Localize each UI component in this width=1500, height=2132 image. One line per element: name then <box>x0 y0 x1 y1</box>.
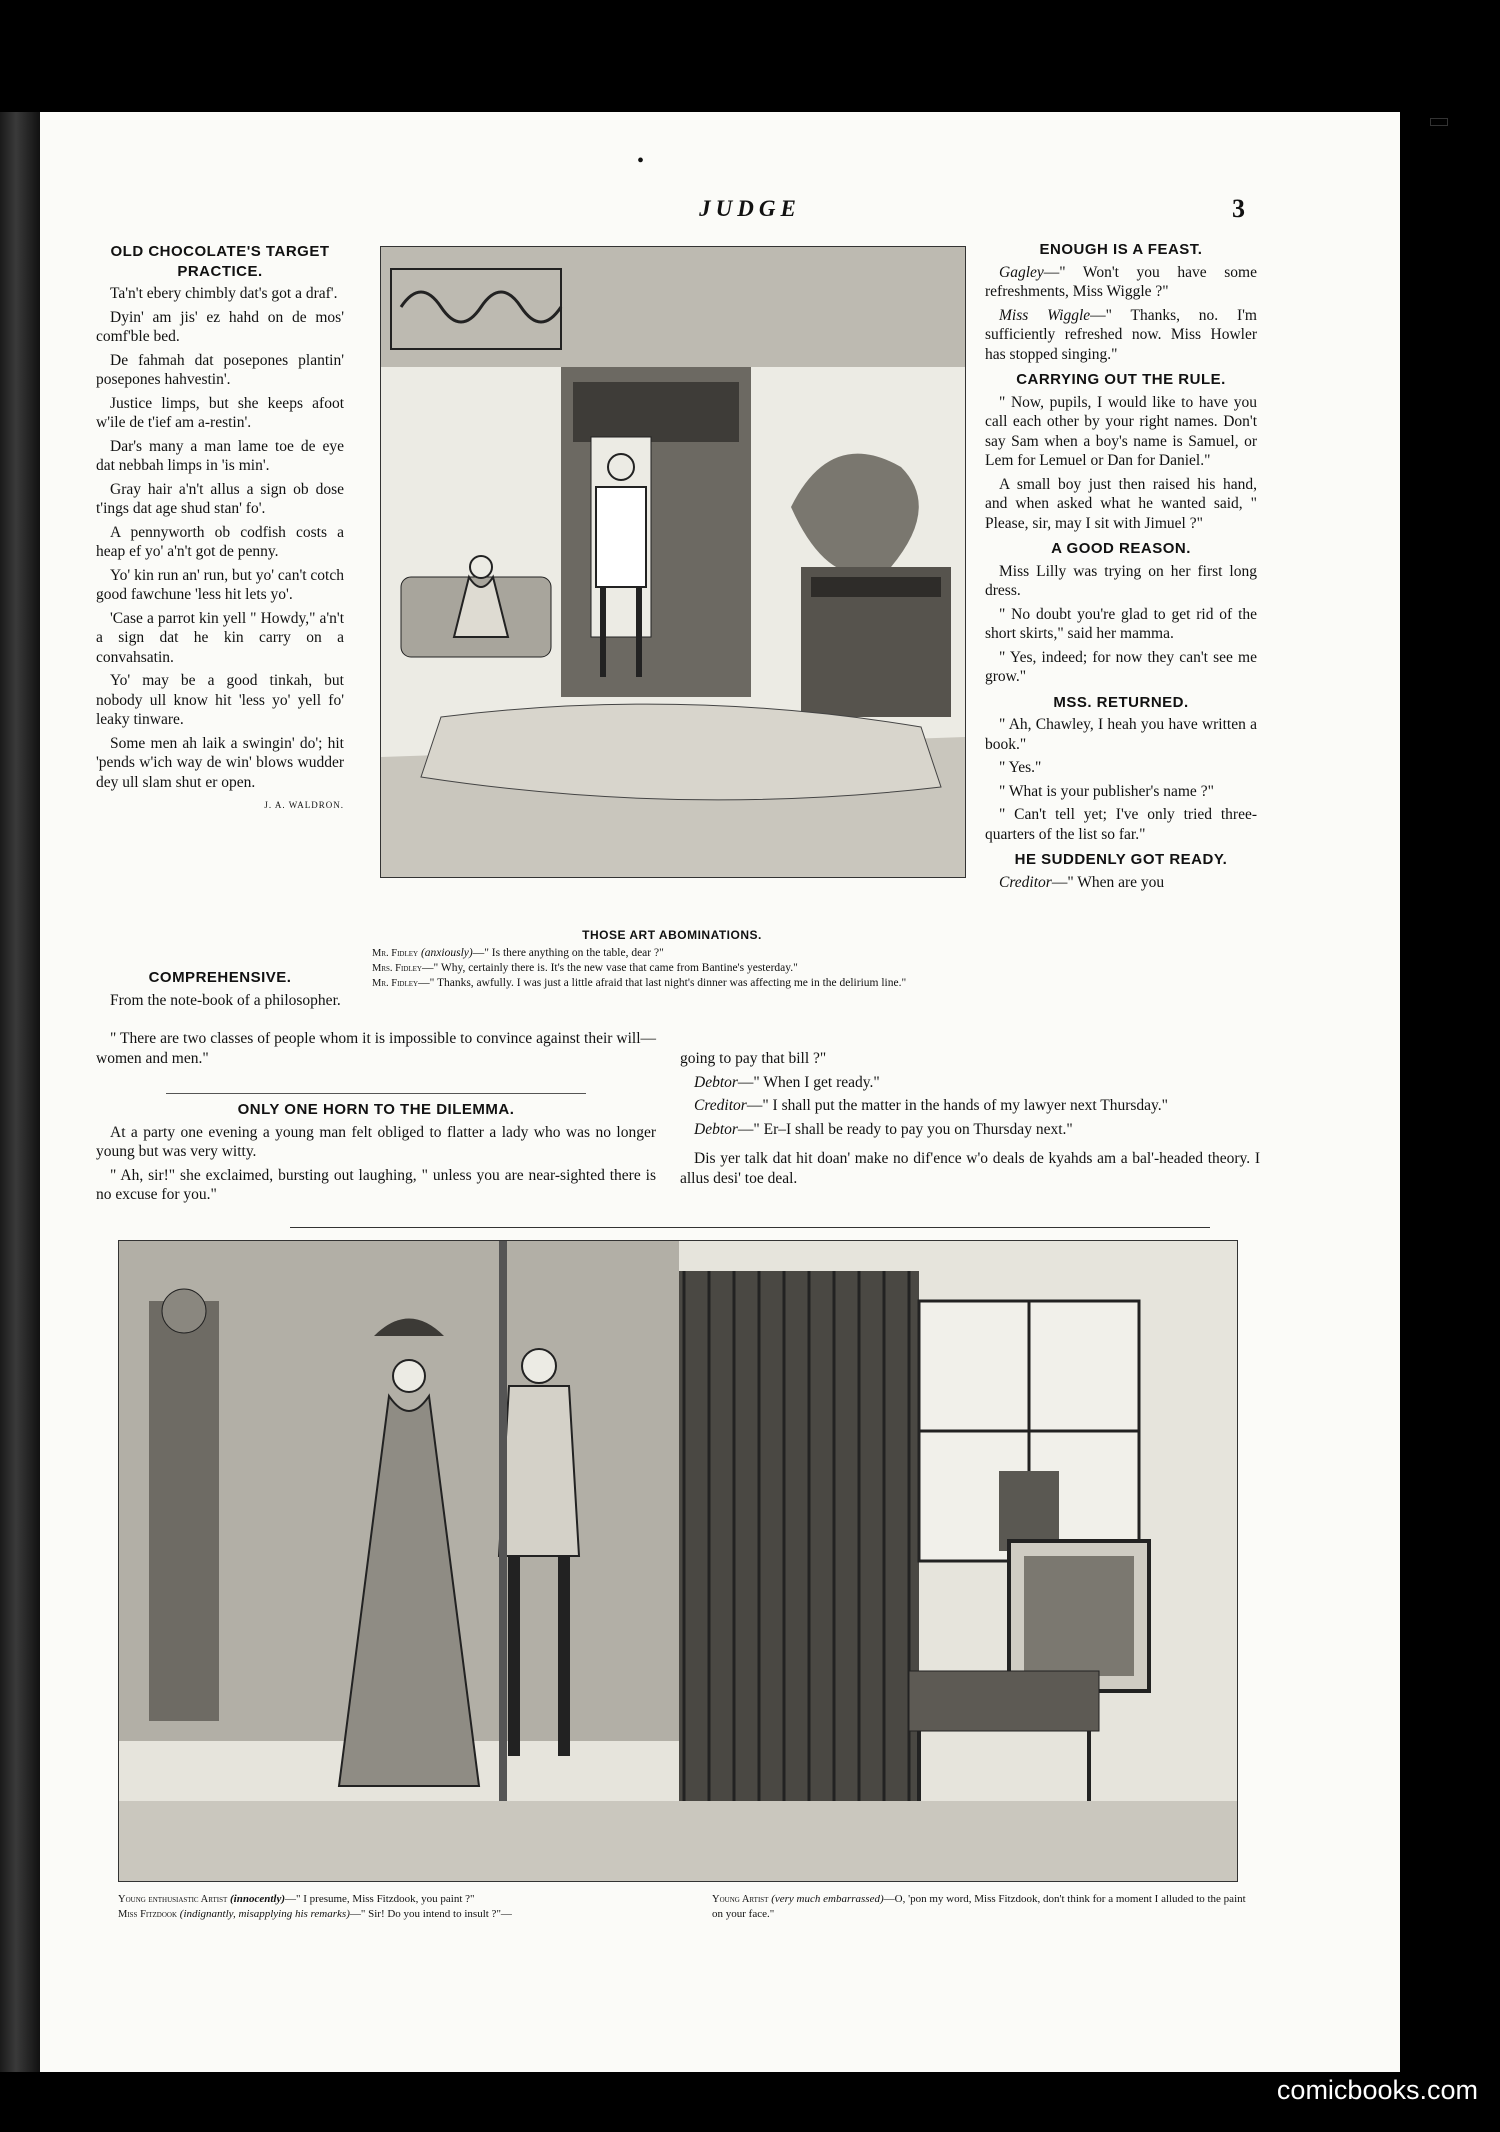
kyahds-paragraph: Dis yer talk dat hit doan' make no dif'ence w'o deals de kyahds am a bal'-headed theory. I allus desi' toe deal. <box>680 1150 1260 1187</box>
studio-scene-drawing <box>119 1241 1237 1881</box>
old-chocolate-paragraph: Dar's many a man lame toe de eye dat nebbah limps in 'is min'. <box>96 437 344 474</box>
rule-p2: A small boy just then raised his hand, and when asked what he wanted said, " Please, sir, may I sit with Jimuel ?" <box>985 475 1257 532</box>
old-chocolate-paragraph: Justice limps, but she keeps afoot w'ile de t'ief am a-restin'. <box>96 394 344 431</box>
old-chocolate-paragraphs <box>96 284 344 792</box>
reason-p2: " No doubt you're glad to get rid of the short skirts," said her mamma. <box>985 605 1257 642</box>
section-comprehensive <box>96 962 344 1014</box>
watermark-text: comicbooks.com <box>1276 2075 1478 2105</box>
comprehensive-p1: From the note-book of a philosopher. <box>110 991 341 1009</box>
old-chocolate-paragraph: Gray hair a'n't allus a sign ob dose t'ings dat age shud stan' fo'. <box>96 480 344 517</box>
feast-p2: Miss Wiggle—" Thanks, no. I'm sufficiently refreshed now. Miss Howler has stopped singing." <box>985 306 1257 363</box>
parlour-scene-drawing <box>381 247 965 877</box>
signature: J. A. WALDRON. <box>264 800 344 810</box>
mss-p3: " What is your publisher's name ?" <box>999 782 1214 800</box>
page-binding-shadow <box>0 112 40 2072</box>
caption-studio-left <box>118 1892 668 1922</box>
feast-p1: Gagley—" Won't you have some refreshments, Miss Wiggle ?" <box>985 263 1257 300</box>
comprehensive-p2: " There are two classes of people whom it is impossible to convince against their will—women and men." <box>96 1030 656 1067</box>
old-chocolate-paragraph: Yo' may be a good tinkah, but nobody ull know hit 'less yo' yell fo' leaky tinware. <box>96 672 344 728</box>
masthead-title: JUDGE <box>699 196 801 221</box>
rule-p1: " Now, pupils, I would like to have you call each other by your right names. Don't say Sam when a boy's name is Samuel, or Lem for Lemuel or Dan for Daniel." <box>985 393 1257 469</box>
caption-studio-line-3: Young Artist (very much embarrassed)—O, 'pon my word, Miss Fitzdook, don't think for a moment I alluded to the paint on your face." <box>712 1893 1246 1920</box>
old-chocolate-paragraph: Dyin' am jis' ez hahd on de mos' comf'ble bed. <box>96 308 344 345</box>
mss-p4: " Can't tell yet; I've only tried three-quarters of the list so far." <box>985 806 1257 843</box>
illustration-art-abominations <box>380 246 966 878</box>
debtor-line-2: Debtor—" Er–I shall be ready to pay you on Thursday next." <box>694 1120 1073 1138</box>
heading-old-chocolate: OLD CHOCOLATE'S TARGET PRACTICE. <box>110 243 330 280</box>
old-chocolate-paragraph: A pennyworth ob codfish costs a heap ef yo' a'n't got de penny. <box>96 523 344 560</box>
ready-p1: Creditor—" When are you <box>999 873 1165 891</box>
illustration-artist-studio <box>118 1240 1238 1882</box>
section-ready-continued <box>680 1049 1260 1192</box>
mss-p1: " Ah, Chawley, I heah you have written a book." <box>985 716 1257 753</box>
dilemma-p2: " Ah, sir!" she exclaimed, bursting out laughing, " unless you are near-sighted there is no excuse for you." <box>96 1166 656 1203</box>
corner-mark <box>1430 118 1448 126</box>
mss-p2: " Yes." <box>999 759 1042 776</box>
heading-mss: MSS. RETURNED. <box>1053 693 1189 711</box>
reason-p1: Miss Lilly was trying on her first long dress. <box>985 562 1257 599</box>
caption-studio-right <box>712 1892 1252 1921</box>
comprehensive-continued <box>96 1029 656 1072</box>
heading-comprehensive: COMPREHENSIVE. <box>148 969 292 986</box>
top-ornament: • <box>637 150 645 172</box>
heading-dilemma: ONLY ONE HORN TO THE DILEMMA. <box>237 1101 515 1118</box>
caption-line-3: Mr. Fidley—" Thanks, awfully. I was just a little afraid that last night's dinner was affecting me in the delirium line." <box>372 977 907 989</box>
caption-studio-line-1: Young enthusiastic Artist (innocently)—" I presume, Miss Fitzdook, you paint ?" <box>118 1893 475 1905</box>
old-chocolate-paragraph: 'Case a parrot kin yell " Howdy," a'n't a sign dat he kin carry on a convahsatin. <box>96 609 344 666</box>
page-rule <box>290 1227 1210 1228</box>
caption-art-dialogue <box>372 946 964 991</box>
caption-line-2: Mrs. Fidley—" Why, certainly there is. It's the new vase that came from Bantine's yesterday." <box>372 962 798 974</box>
old-chocolate-paragraph: Yo' kin run an' run, but yo' can't cotch good fawchune 'less hit lets yo'. <box>96 566 344 603</box>
column-right <box>985 234 1257 896</box>
heading-reason: A GOOD REASON. <box>1051 540 1191 557</box>
debtor-line-1: Debtor—" When I get ready." <box>694 1073 880 1091</box>
old-chocolate-paragraph: De fahmah dat posepones plantin' posepones hahvestin'. <box>96 351 344 388</box>
creditor-line-2: Creditor—" I shall put the matter in the hands of my lawyer next Thursday." <box>694 1097 1168 1114</box>
old-chocolate-paragraph: Ta'n't ebery chimbly dat's got a draf'. <box>110 285 338 302</box>
old-chocolate-paragraph: Some men ah laik a swingin' do'; hit 'pends w'ich way de win' blows wudder dey ull slam shut er open. <box>96 734 344 791</box>
caption-studio-line-2: Miss Fitzdook (indignantly, misapplying his remarks)—" Sir! Do you intend to insult ?"— <box>118 1908 512 1920</box>
heading-rule: CARRYING OUT THE RULE. <box>1016 371 1226 388</box>
caption-title-art: THOSE ART ABOMINATIONS. <box>582 928 762 942</box>
dilemma-p1: At a party one evening a young man felt obliged to flatter a lady who was no longer young but was very witty. <box>96 1123 656 1160</box>
reason-p3: " Yes, indeed; for now they can't see me grow." <box>985 648 1257 685</box>
column-old-chocolate <box>96 236 344 816</box>
section-rule <box>166 1093 586 1094</box>
section-dilemma <box>96 1088 656 1209</box>
page-number: 3 <box>1232 194 1245 223</box>
ready-continued: going to pay that bill ?" <box>680 1050 827 1067</box>
heading-ready: HE SUDDENLY GOT READY. <box>1014 851 1228 868</box>
heading-feast: ENOUGH IS A FEAST. <box>1039 241 1203 258</box>
caption-line-1: Mr. Fidley (anxiously)—" Is there anything on the table, dear ?" <box>372 947 664 959</box>
